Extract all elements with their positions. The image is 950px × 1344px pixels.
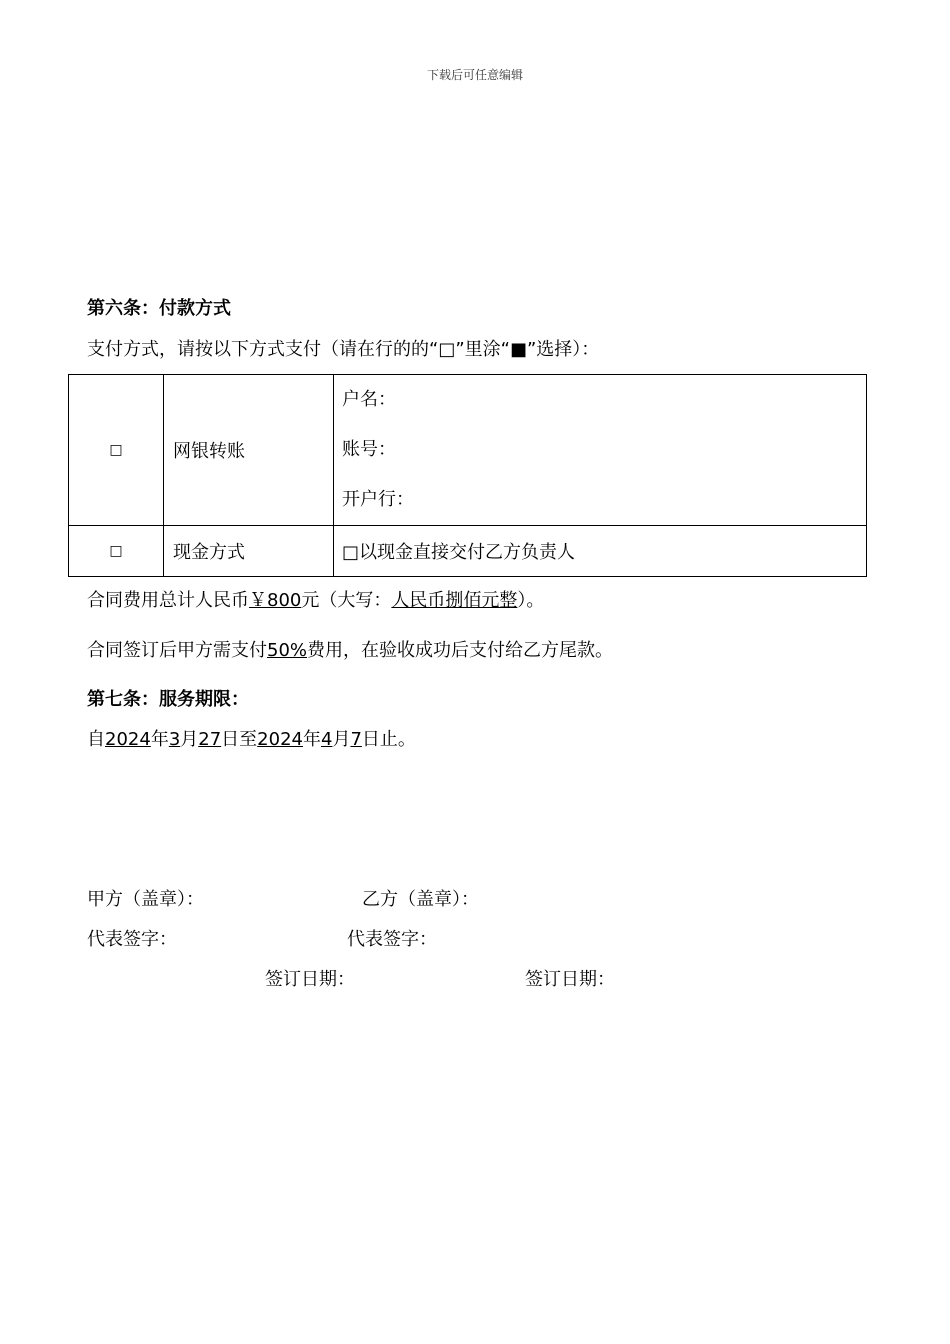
total-in-words: 人民币捌佰元整 <box>391 590 518 611</box>
period-text: 月 <box>180 729 199 750</box>
party-a-rep-label: 代表签字： <box>87 929 177 950</box>
party-b-rep-label: 代表签字： <box>347 929 437 950</box>
table-row <box>69 375 867 526</box>
payment-terms-line <box>87 639 613 663</box>
total-prefix: 合同费用总计人民币 <box>87 590 249 611</box>
account-name-label: 户名： <box>342 389 396 410</box>
start-year: 2024 <box>105 729 151 750</box>
period-text: 年 <box>150 729 169 750</box>
period-text: 月 <box>332 729 351 750</box>
total-suffix: ）。 <box>517 590 545 611</box>
account-number-label: 账号： <box>342 439 396 460</box>
cash-label: 现金方式 <box>164 526 334 577</box>
start-day: 27 <box>198 729 222 750</box>
total-mid: 元（大写： <box>301 590 392 611</box>
party-b-seal-label: 乙方（盖章）： <box>362 889 479 910</box>
cash-checkbox[interactable]: □ <box>69 526 164 577</box>
end-year: 2024 <box>257 729 303 750</box>
payment-method-table <box>68 374 867 577</box>
cash-details: □以现金直接交付乙方负责人 <box>334 526 867 577</box>
period-text: 日至 <box>221 729 258 750</box>
end-day: 7 <box>350 729 362 750</box>
service-period-line <box>87 728 416 752</box>
pay-suffix: 费用，在验收成功后支付给乙方尾款。 <box>307 640 614 661</box>
bank-branch-label: 开户行： <box>342 489 414 510</box>
period-text: 日止。 <box>361 729 416 750</box>
total-fee-line <box>87 589 544 613</box>
pay-prefix: 合同签订后甲方需支付 <box>87 640 267 661</box>
bank-transfer-label: 网银转账 <box>164 375 334 526</box>
party-b-date-label: 签订日期： <box>525 969 615 990</box>
table-row <box>69 526 867 577</box>
header-note: 下载后可任意编辑 <box>426 68 523 82</box>
total-amount: ￥800 <box>249 590 302 611</box>
payment-instruction: 支付方式，请按以下方式支付（请在行的的“□”里涂“■”选择）： <box>87 339 600 360</box>
end-month: 4 <box>320 729 333 750</box>
bank-transfer-details <box>334 375 867 526</box>
bank-transfer-checkbox[interactable]: □ <box>69 375 164 526</box>
article6-title: 第六条：付款方式 <box>87 298 231 319</box>
party-a-seal-label: 甲方（盖章）： <box>87 889 204 910</box>
pay-percent: 50% <box>267 640 308 661</box>
article7-title: 第七条：服务期限： <box>87 689 249 710</box>
start-month: 3 <box>168 729 181 750</box>
period-text: 年 <box>302 729 321 750</box>
period-text: 自 <box>87 729 105 750</box>
party-a-date-label: 签订日期： <box>265 969 355 990</box>
